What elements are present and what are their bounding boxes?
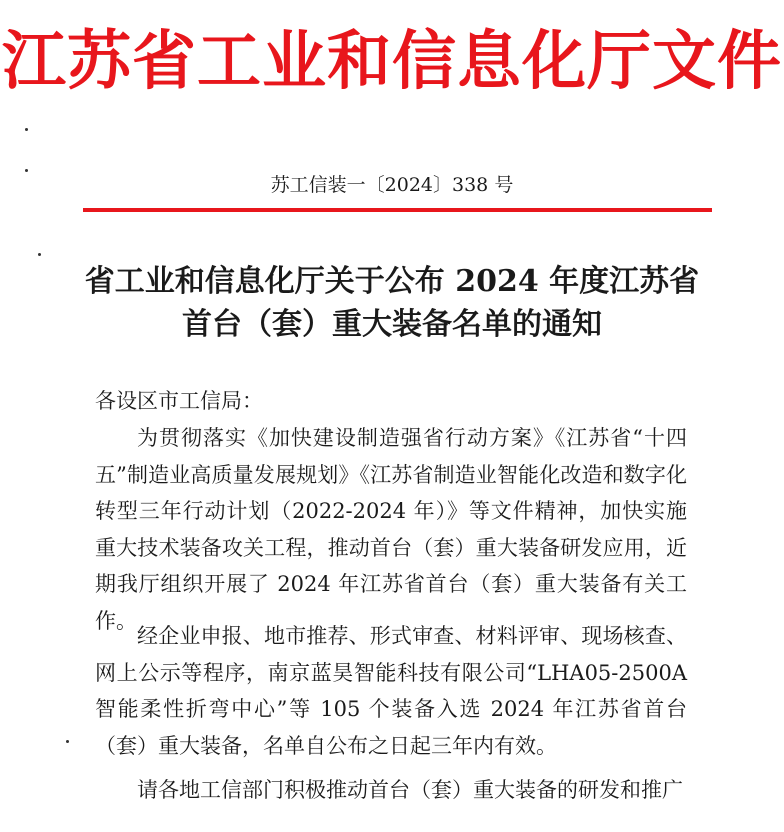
body-paragraph-2: 经企业申报、地市推荐、形式审查、材料评审、现场核查、网上公示等程序，南京蓝昊智能科技有限公司“LHA05-2500A 智能柔性折弯中心”等 105 个装备入选 2024 年江苏省首台（套）重大装备，名单自公布之日起三年内有效。	[95, 624, 687, 758]
red-divider-line	[83, 208, 712, 212]
masthead-title: 江苏省工业和信息化厅文件	[2, 25, 782, 99]
scan-speck	[25, 169, 28, 172]
scan-speck	[38, 253, 41, 256]
scan-speck	[25, 128, 28, 131]
salutation: 各设区市工信局：	[95, 389, 263, 413]
notice-title-line-2: 首台（套）重大装备名单的通知	[182, 307, 602, 342]
body-paragraph-1: 为贯彻落实《加快建设制造强省行动方案》《江苏省“十四五”制造业高质量发展规划》《江苏省制造业智能化改造和数字化转型三年行动计划（2022-2024 年）》等文件精神，加快实施重大技术装备攻关工程，推动首台（套）重大装备研发应用，近期我厅组织开展了 2024 年江苏省首台（套）重大装备有关工作。	[95, 426, 687, 633]
body-paragraph-3: 请各地工信部门积极推动首台（套）重大装备的研发和推广	[137, 778, 683, 802]
document-number: 苏工信装一〔2024〕338 号	[270, 174, 514, 196]
notice-title-line-1: 省工业和信息化厅关于公布 2024 年度江苏省	[84, 264, 700, 299]
scan-speck	[66, 740, 69, 743]
